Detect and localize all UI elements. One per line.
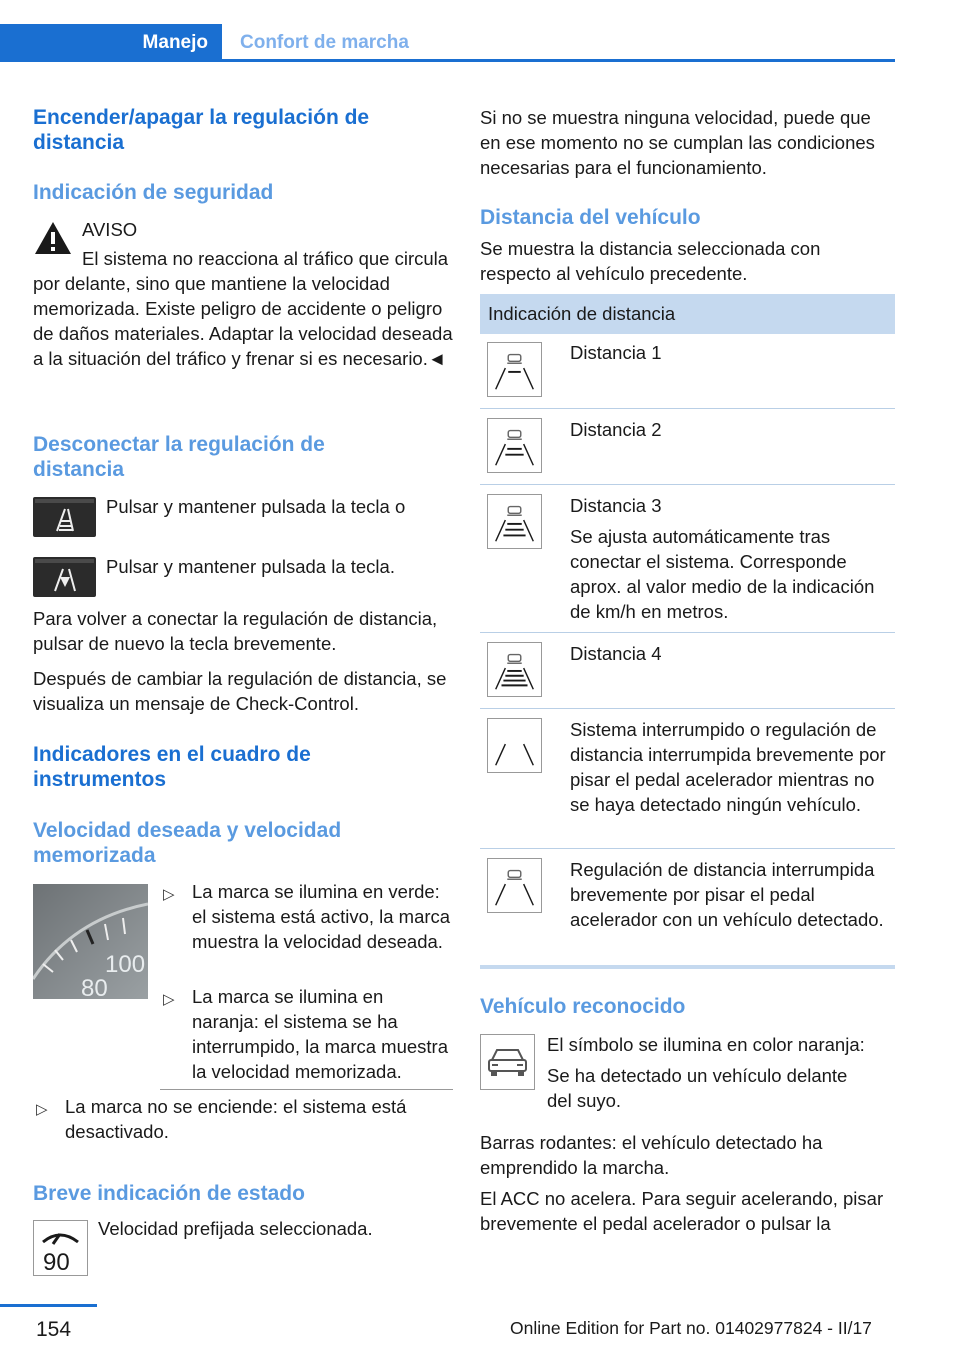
heading-regulacion: Encender/apagar la regulación de distancia <box>33 106 370 154</box>
aviso-text: El sistema no reacciona al tráfico que circula por delante, sino que mantiene la velocidad memorizada. Existe peligro de accidente o peligro de daños materiales. Adaptar la velocidad deseada a la situación del tráfico y frenar si es necesario.◄ <box>33 248 453 369</box>
aviso-label: AVISO <box>82 219 138 240</box>
table-row-title: Sistema interrumpido o regulación de distancia interrumpida brevemente por pisar el pedal acelerador mientras no se haya detectado ningún vehículo. <box>570 719 886 815</box>
p-naranja: El símbolo se ilumina en color naranja: <box>547 1034 865 1055</box>
distance-1-icon <box>487 342 542 397</box>
breve-text: Velocidad prefijada seleccionada. <box>98 1218 373 1239</box>
row-divider <box>480 408 895 409</box>
p-barras: Barras rodantes: el vehículo detectado ha emprendido la marcha. <box>480 1132 823 1178</box>
bullet-marker: ▷ <box>36 1101 48 1118</box>
p-detectado: Se ha detectado un vehículo delante del suyo. <box>547 1065 848 1111</box>
heading-reconocido: Vehículo reconocido <box>480 995 686 1018</box>
desconectar-text-2: Pulsar y mantener pulsada la tecla. <box>106 556 395 577</box>
gauge-label-100: 100 <box>105 951 146 978</box>
edition-label: Online Edition for Part no. 01402977824 - II/17 <box>510 1318 872 1338</box>
vehicle-detected-icon <box>480 1034 535 1090</box>
bullet-1: La marca se ilumina en verde: el sistema está activo, la marca muestra la velocidad deseada. <box>192 881 451 952</box>
divider <box>160 1089 453 1090</box>
table-row-title: Distancia 4 <box>570 643 662 664</box>
speed-limit-icon <box>33 1220 88 1276</box>
bullet-marker: ▷ <box>163 886 175 903</box>
bullet-2: La marca se ilumina en naranja: el sistema se ha interrumpido, la marca muestra la velocidad memorizada. <box>192 986 449 1082</box>
desconectar-text-1: Pulsar y mantener pulsada la tecla o <box>106 496 406 517</box>
table-row-title: Regulación de distancia interrumpida brevemente por pisar el pedal acelerador con un vehículo detectado. <box>570 859 884 930</box>
p-volver: Para volver a conectar la regulación de distancia, pulsar de nuevo la tecla brevemente. <box>33 608 438 654</box>
distance-2-icon <box>487 418 542 473</box>
distance-3-icon <box>487 494 542 549</box>
table-end-rule <box>480 965 895 969</box>
speedometer-image <box>33 884 148 999</box>
distance-button-icon <box>33 497 96 537</box>
table-row-title: Distancia 1 <box>570 342 662 363</box>
p-acc: El ACC no acelera. Para seguir acelerando, pisar brevemente el pedal acelerador o pulsar la <box>480 1188 884 1234</box>
table-row-title: Distancia 3 <box>570 495 662 516</box>
tab-manejo[interactable]: Manejo <box>0 24 222 62</box>
speed-value: 90 <box>43 1249 70 1276</box>
row-divider <box>480 632 895 633</box>
heading-seguridad: Indicación de seguridad <box>33 181 274 204</box>
table-row-desc: Se ajusta automáticamente tras conectar el sistema. Corresponde aprox. al valor medio de la indicación de km/h en metros. <box>570 526 875 622</box>
page-number: 154 <box>36 1318 72 1341</box>
heading-indicadores: Indicadores en el cuadro de instrumentos <box>33 743 311 791</box>
p-distancia: Se muestra la distancia seleccionada con respecto al vehículo precedente. <box>480 238 821 284</box>
row-divider <box>480 708 895 709</box>
row-divider <box>480 848 895 849</box>
row-divider <box>480 484 895 485</box>
table-row-title: Distancia 2 <box>570 419 662 440</box>
gauge-label-80: 80 <box>81 975 108 999</box>
p-si-no: Si no se muestra ninguna velocidad, puede que en ese momento no se cumplan las condiciones necesarias para el funcionamiento. <box>480 107 875 178</box>
interrupted-icon <box>487 718 542 773</box>
footer-rule <box>0 1304 97 1307</box>
p-despues: Después de cambiar la regulación de distancia, se visualiza un mensaje de Check-Control. <box>33 668 447 714</box>
table-header: Indicación de distancia <box>480 294 895 334</box>
heading-distancia: Distancia del vehículo <box>480 206 701 229</box>
heading-desconectar: Desconectar la regulación de distancia <box>33 433 325 481</box>
bullet-marker: ▷ <box>163 991 175 1008</box>
interrupted-with-vehicle-icon <box>487 858 542 913</box>
tab-confort-de-marcha[interactable]: Confort de marcha <box>240 32 409 53</box>
bullet-3: La marca no se enciende: el sistema está desactivado. <box>65 1096 407 1142</box>
heading-velocidad: Velocidad deseada y velocidad memorizada <box>33 819 342 867</box>
distance-down-button-icon <box>33 557 96 597</box>
distance-4-icon <box>487 642 542 697</box>
heading-breve: Breve indicación de estado <box>33 1182 305 1205</box>
